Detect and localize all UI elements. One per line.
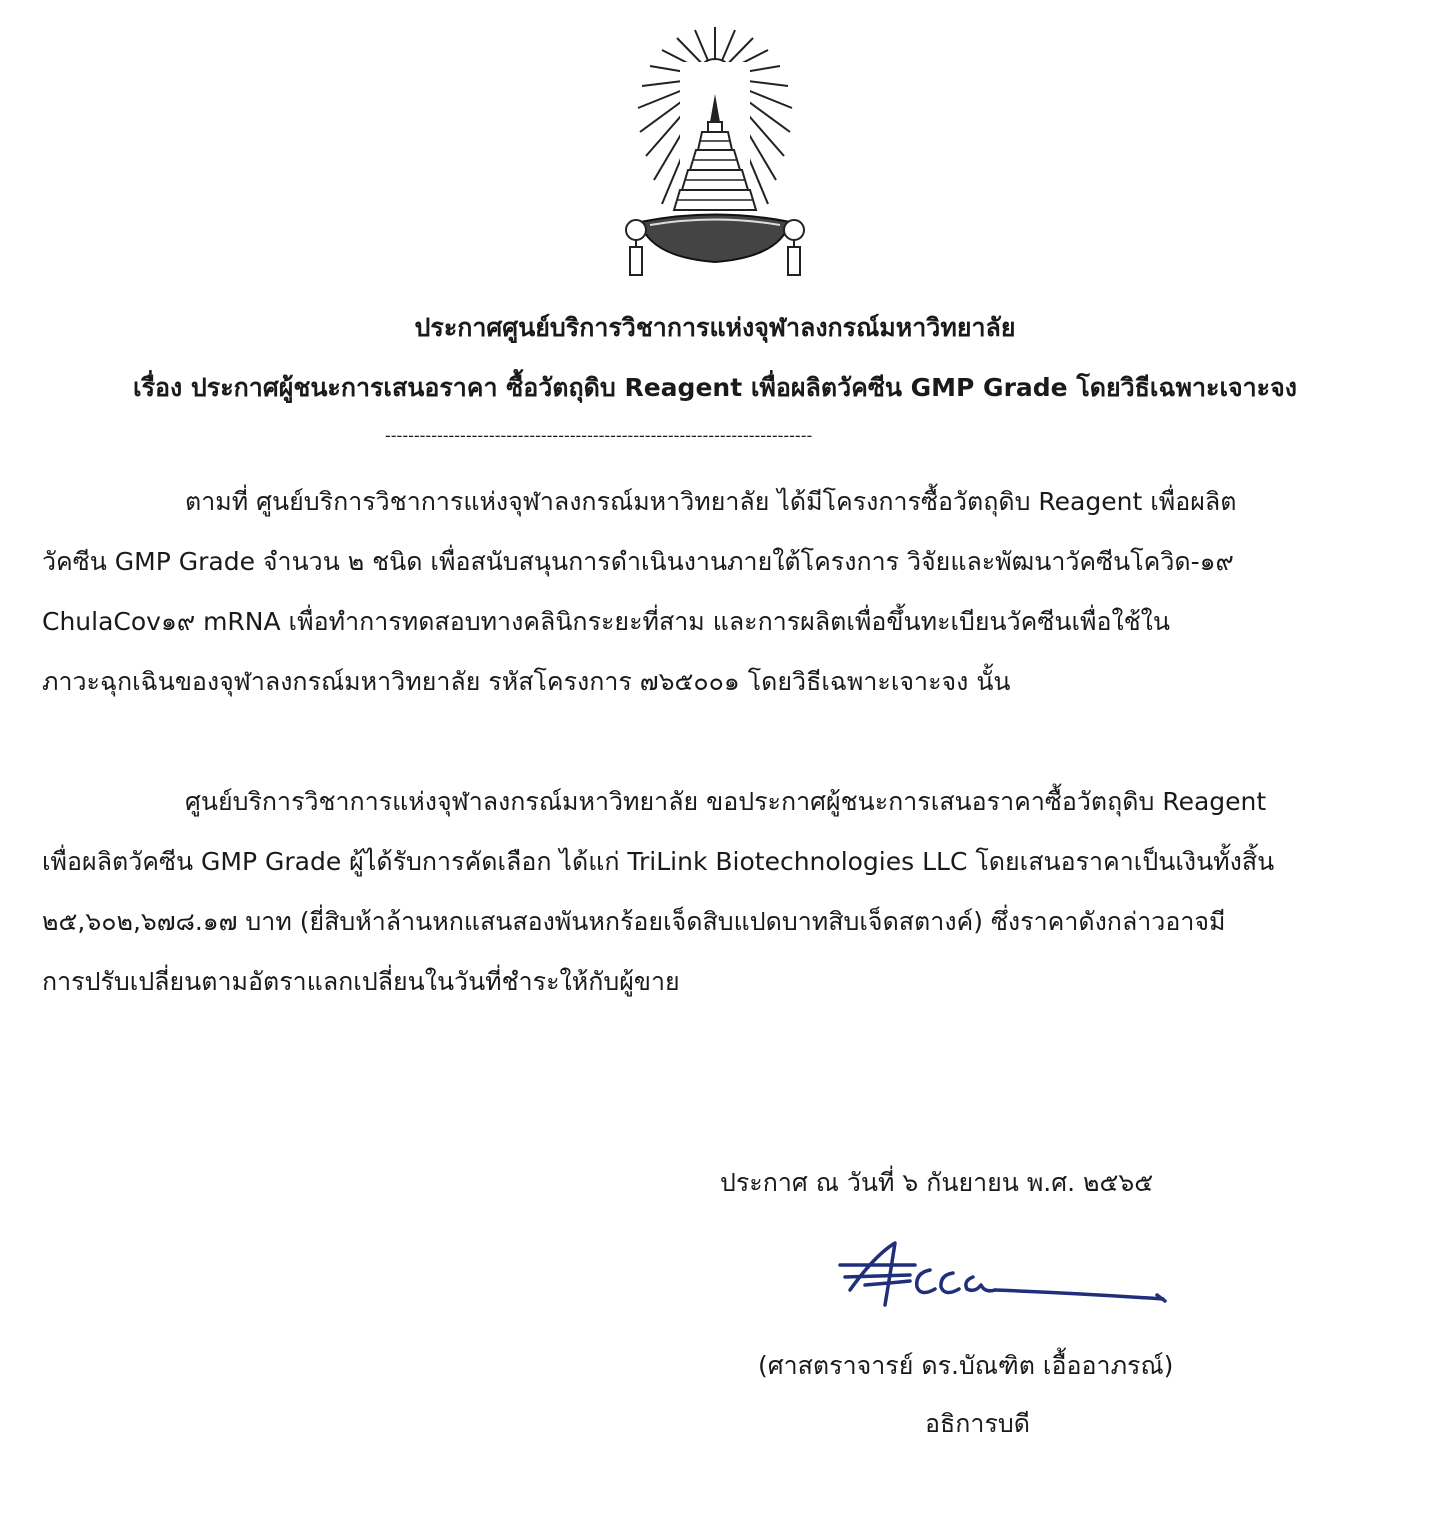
announcement-subject: เรื่อง ประกาศผู้ชนะการเสนอราคา ซื้อวัตถุดิบ Reagent เพื่อผลิตวัคซีน GMP Grade โดยวิธีเฉพาะเจาะจง	[133, 373, 1297, 402]
university-emblem-icon	[610, 22, 820, 287]
paragraph-line: เพื่อผลิตวัคซีน GMP Grade ผู้ได้รับการคัดเลือก ได้แก่ TriLink Biotechnologies LLC โดยเสนอราคาเป็นเงินทั้งสิ้น	[42, 847, 1275, 876]
signature-image	[835, 1235, 1175, 1315]
announcement-date: ประกาศ ณ วันที่ ๖ กันยายน พ.ศ. ๒๕๖๕	[720, 1168, 1154, 1197]
paragraph-line: ศูนย์บริการวิชาการแห่งจุฬาลงกรณ์มหาวิทยาลัย ขอประกาศผู้ชนะการเสนอราคาซื้อวัตถุดิบ Reagent	[185, 787, 1267, 816]
signatory-position: อธิการบดี	[925, 1409, 1030, 1438]
paragraph-line: การปรับเปลี่ยนตามอัตราแลกเปลี่ยนในวันที่ชำระให้กับผู้ขาย	[42, 967, 680, 996]
paragraph-line: วัคซีน GMP Grade จำนวน ๒ ชนิด เพื่อสนับสนุนการดำเนินงานภายใต้โครงการ วิจัยและพัฒนาวัคซีนโควิด-๑๙	[42, 547, 1234, 576]
title-divider: --------------------------------------------------------------------------	[385, 426, 813, 445]
paragraph-line: ภาวะฉุกเฉินของจุฬาลงกรณ์มหาวิทยาลัย รหัสโครงการ ๗๖๕๐๐๑ โดยวิธีเฉพาะเจาะจง นั้น	[42, 667, 1011, 696]
paragraph-line: ๒๕,๖๐๒,๖๗๘.๑๗ บาท (ยี่สิบห้าล้านหกแสนสองพันหกร้อยเจ็ดสิบแปดบาทสิบเจ็ดสตางค์) ซึ่งราคาดังกล่าวอาจมี	[42, 907, 1226, 936]
paragraph-line: ตามที่ ศูนย์บริการวิชาการแห่งจุฬาลงกรณ์มหาวิทยาลัย ได้มีโครงการซื้อวัตถุดิบ Reagent เพื่อผลิต	[185, 487, 1237, 516]
announcement-title: ประกาศศูนย์บริการวิชาการแห่งจุฬาลงกรณ์มหาวิทยาลัย	[414, 313, 1016, 342]
paragraph-line: ChulaCov๑๙ mRNA เพื่อทำการทดสอบทางคลินิกระยะที่สาม และการผลิตเพื่อขึ้นทะเบียนวัคซีนเพื่อใช้ใน	[42, 607, 1170, 636]
signatory-name: (ศาสตราจารย์ ดร.บัณฑิต เอื้ออาภรณ์)	[758, 1351, 1174, 1380]
